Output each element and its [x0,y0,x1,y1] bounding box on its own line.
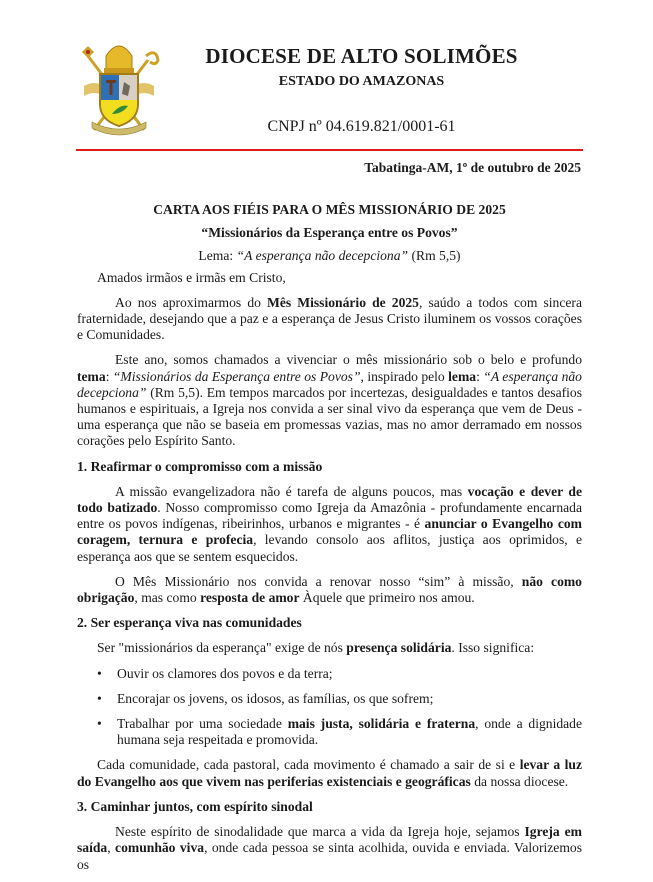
paragraph-intro: Ao nos aproximarmos do Mês Missionário de 2025, saúdo a todos com sincera fraternidade, desejando que a paz e a esperança de Jesus Cristo iluminem os vossos corações e Comunidades. [77,294,582,343]
section2-bullet-list [77,666,582,749]
letter-body [77,202,582,882]
section1-paragraph-2: O Mês Missionário nos convida a renovar nosso “sim” à missão, não como obrigação, mas como resposta de amor Àquele que primeiro nos amou. [77,573,582,606]
cnpj-number: CNPJ nº 04.619.821/0001-61 [267,118,456,135]
section-heading-1: 1. Reafirmar o compromisso com a missão [77,458,323,474]
list-item: • Ouvir os clamores dos povos e da terra; [117,666,582,682]
header-divider [76,149,583,151]
list-item: • Encorajar os jovens, os idosos, as famílias, os que sofrem; [117,691,582,707]
section2-closing: Cada comunidade, cada pastoral, cada movimento é chamado a sair de si e levar a luz do Evangelho aos que vivem nas periferias existenciais e geográficas da nossa diocese. [77,757,582,789]
section-heading-3: 3. Caminhar juntos, com espírito sinodal [77,798,313,814]
letter-date: Tabatinga-AM, 1º de outubro de 2025 [364,160,581,175]
section3-paragraph-1: Neste espírito de sinodalidade que marca a vida da Igreja hoje, sejamos Igreja em saída, comunhão viva, onde cada pessoa se sinta acolhida, ouvida e enviada. Valorizemos os [77,824,582,872]
diocese-name: DIOCESE DE ALTO SOLIMÕES [205,44,518,68]
section1-paragraph-1: A missão evangelizadora não é tarefa de alguns poucos, mas vocação e dever de todo batizado. Nosso compromisso como Igreja da Amazônia - profundamente encarnada entre os povos indígenas, ribeirinhos, urbanos e migrantes - é anunciar o Evangelho com coragem, ternura e profecia, levando consolo aos aflitos, justiça aos oprimidos, e esperança aos que se sentem esquecidos. [77,483,582,564]
letter-title: CARTA AOS FIÉIS PARA O MÊS MISSIONÁRIO DE 2025 [153,202,506,217]
letter-theme: “Missionários da Esperança entre os Povos” [201,225,458,241]
letter-lema: Lema: “A esperança não decepciona” (Rm 5,5) [198,248,461,264]
list-item: • Trabalhar por uma sociedade mais justa, solidária e fraterna, onde a dignidade humana seja respeitada e promovida. [117,716,582,748]
greeting: Amados irmãos e irmãs em Cristo, [97,269,286,285]
state-name: ESTADO DO AMAZONAS [278,74,445,89]
section2-intro: Ser "missionários da esperança" exige de nós presença solidária. Isso significa: [97,640,535,656]
section-heading-2: 2. Ser esperança viva nas comunidades [77,615,302,631]
paragraph-theme: Este ano, somos chamados a vivenciar o mês missionário sob o belo e profundo tema: “Missionários da Esperança entre os Povos”, inspirado pelo lema: “A esperança não decepciona” (Rm 5,5). Em tempos marcados por incertezas, desigualdades e tantos desafios humanos e espirituais, a Igreja nos convida a ser sinal vivo da esperança que vem de Deus - uma esperança que não se baseia em promessas vazias, mas no amor derramado em nossos corações pelo Espírito Santo. [77,352,582,449]
